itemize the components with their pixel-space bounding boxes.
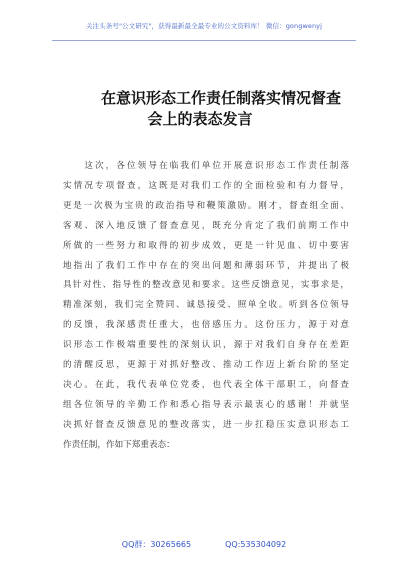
title-line-2: 会上的表态发言 (147, 110, 253, 128)
body-line: 识形态工作极端重要性的深刻认识，源于对我们自身存在差距 (63, 340, 349, 351)
body-line: 的清醒反思，更源于对抓好整改、推动工作迈上新台阶的坚定 (63, 360, 349, 371)
body-line: 的反馈，我深感责任重大，也倍感压力。这份压力，源于对意 (63, 320, 349, 331)
body-line: 更是一次极为宝贵的政治指导和鞭策激励。刚才，督查组全面、 (63, 200, 349, 211)
footer-qq-group: QQ群：30265665 (121, 540, 192, 549)
body-line: 决抓好督查反馈意见的整改落实，进一步扛稳压实意识形态工 (63, 419, 349, 430)
footer-qq-number: QQ:535304092 (225, 540, 287, 549)
body-line: 具针对性、指导性的整改意见和要求。这些反馈意见，实事求是， (63, 280, 349, 291)
body-line: 精准深刻，我们完全赞同、诚恳接受、照单全收。听到各位领导 (63, 300, 349, 311)
body-line: 决心。在此，我代表单位党委，也代表全体干部职工，向督查 (63, 379, 349, 390)
body-line: 组各位领导的辛勤工作和悉心指导表示最衷心的感谢！并就坚 (63, 399, 349, 410)
footer-contact (0, 539, 408, 550)
body-line: 这次，各位领导在临我们单位开展意识形态工作责任制落 (63, 161, 349, 171)
title-line-1: 在意识形态工作责任制落实情况督查 (100, 89, 341, 107)
body-line: 作责任制，作如下郑重表态： (63, 439, 175, 450)
body-line: 实情况专项督查，这既是对我们工作的全面检验和有力督导， (63, 180, 349, 191)
body-line: 所做的一些努力和取得的初步成效，更是一针见血、切中要害 (63, 240, 349, 251)
header-divider (52, 40, 356, 41)
body-line: 地指出了我们工作中存在的突出问题和薄弱环节，并提出了极 (63, 260, 349, 271)
document-body (63, 157, 349, 456)
header-banner: 关注头条号"公文研究"，获得最新最全最专业的公文资料库！ 微信：gongwenyj (85, 22, 323, 30)
body-line: 客观、深入地反馈了督查意见，既充分肯定了我们前期工作中 (63, 220, 349, 231)
document-title (0, 88, 408, 130)
